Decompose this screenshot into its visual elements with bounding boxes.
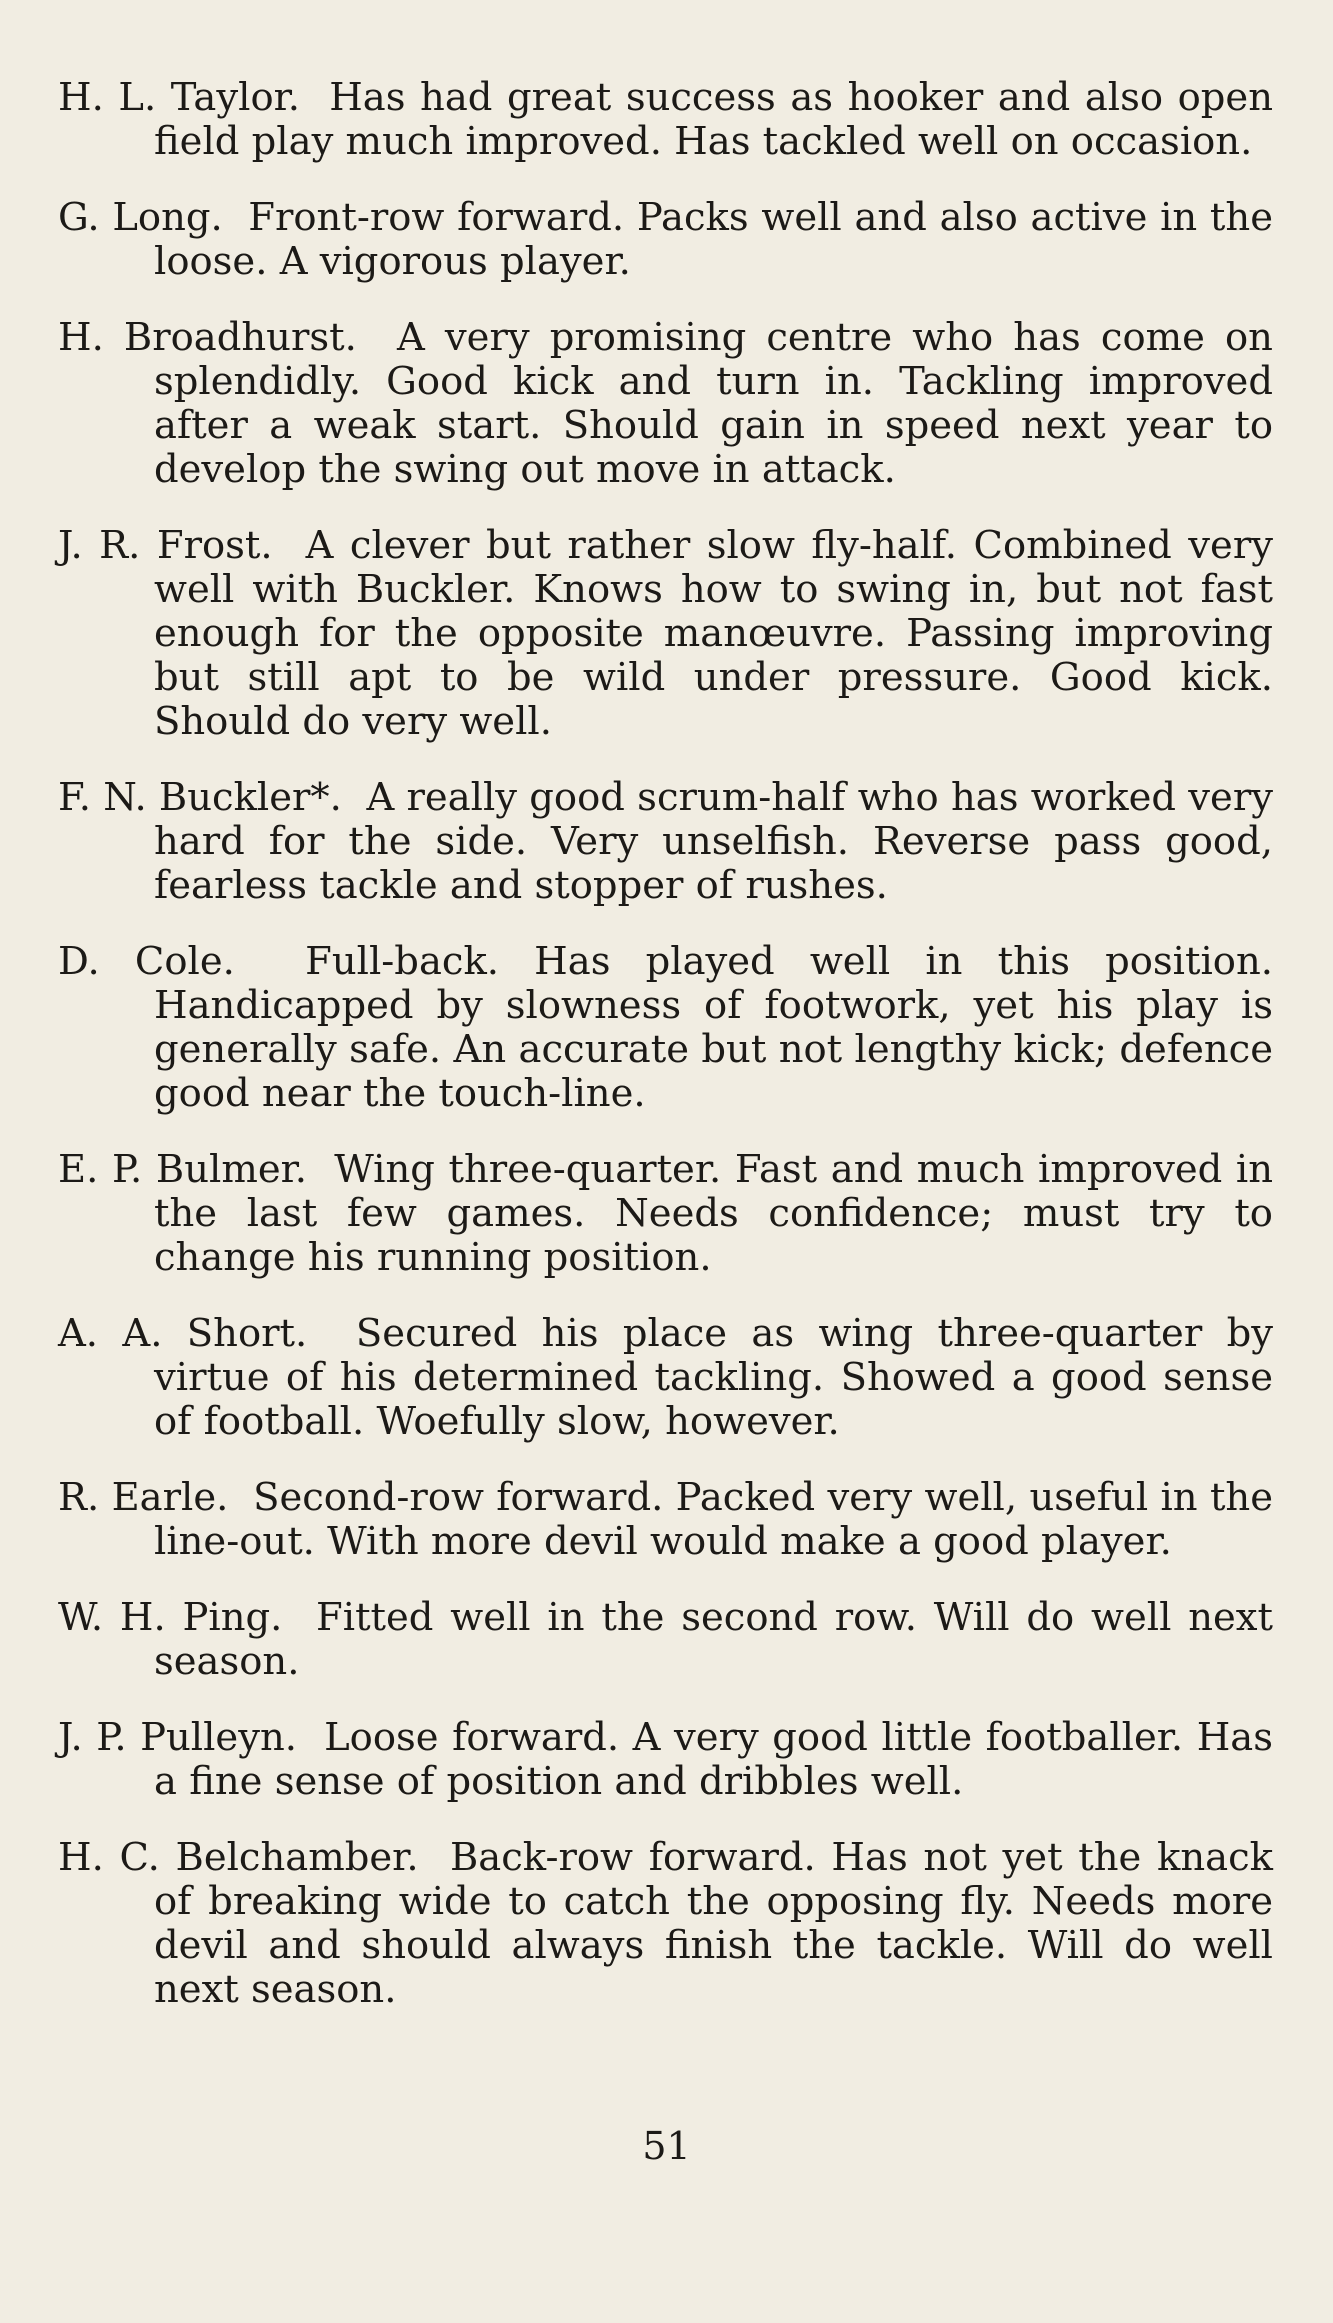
player-entry-short	[58, 1312, 1273, 1444]
player-entry-taylor	[58, 76, 1273, 164]
player-entry-earle	[58, 1476, 1273, 1564]
player-comment: Full-back. Has played well in this position. Handicapped by slowness of footwork, yet his play is generally safe. An accurate but not lengthy kick; defence good near the touch-line.	[154, 939, 1273, 1116]
player-comment: Back-row forward. Has not yet the knack of breaking wide to catch the opposing fly. Needs more devil and should always finish the tackle. Will do well next season.	[154, 1835, 1273, 2012]
player-name: A. A. Short.	[58, 1311, 308, 1356]
player-name: J. R. Frost.	[58, 523, 273, 568]
page-number: 51	[642, 2124, 691, 2168]
player-name: H. L. Taylor.	[58, 75, 301, 120]
player-comment: Front-row forward. Packs well and also active in the loose. A vigorous player.	[154, 195, 1273, 284]
player-entry-broadhurst	[58, 316, 1273, 492]
player-comment: A very promising centre who has come on splendidly. Good kick and turn in. Tackling improved after a weak start. Should gain in speed next year to develop the swing out move in attack.	[154, 315, 1273, 492]
player-name: H. Broadhurst.	[58, 315, 357, 360]
player-comment: Wing three-quarter. Fast and much improved in the last few games. Needs confidence; must try to change his running position.	[154, 1147, 1274, 1280]
player-entry-belchamber	[58, 1836, 1273, 2012]
player-name: H. C. Belchamber.	[58, 1835, 419, 1880]
player-reports	[58, 76, 1273, 2012]
player-comment: A really good scrum-half who has worked very hard for the side. Very unselfish. Reverse pass good, fearless tackle and stopper of rushes.	[154, 775, 1273, 908]
player-comment: Has had great success as hooker and also open field play much improved. Has tackled well on occasion.	[154, 75, 1273, 164]
player-name: J. P. Pulleyn.	[58, 1715, 298, 1760]
player-comment: Loose forward. A very good little footballer. Has a fine sense of position and dribbles well.	[154, 1715, 1273, 1804]
player-entry-ping	[58, 1596, 1273, 1684]
player-entry-frost	[58, 524, 1273, 744]
player-comment: Fitted well in the second row. Will do well next season.	[154, 1595, 1273, 1684]
player-entry-buckler	[58, 776, 1273, 908]
player-entry-bulmer	[58, 1148, 1273, 1280]
player-comment: A clever but rather slow fly-half. Combined very well with Buckler. Knows how to swing in, but not fast enough for the opposite manœuvre. Passing improving but still apt to be wild under pressure. Good kick. Should do very well.	[154, 523, 1273, 744]
player-entry-long	[58, 196, 1273, 284]
player-name: R. Earle.	[58, 1475, 229, 1520]
player-name: G. Long.	[58, 195, 223, 240]
player-name: E. P. Bulmer.	[58, 1147, 308, 1192]
player-name: D. Cole.	[58, 939, 235, 984]
player-comment: Secured his place as wing three-quarter by virtue of his determined tackling. Showed a good sense of football. Woefully slow, however.	[154, 1311, 1273, 1444]
player-entry-pulleyn	[58, 1716, 1273, 1804]
player-comment: Second-row forward. Packed very well, useful in the line-out. With more devil would make a good player.	[154, 1475, 1274, 1564]
player-name: F. N. Buckler*.	[58, 775, 342, 820]
player-entry-cole	[58, 940, 1273, 1116]
player-name: W. H. Ping.	[58, 1595, 283, 1640]
